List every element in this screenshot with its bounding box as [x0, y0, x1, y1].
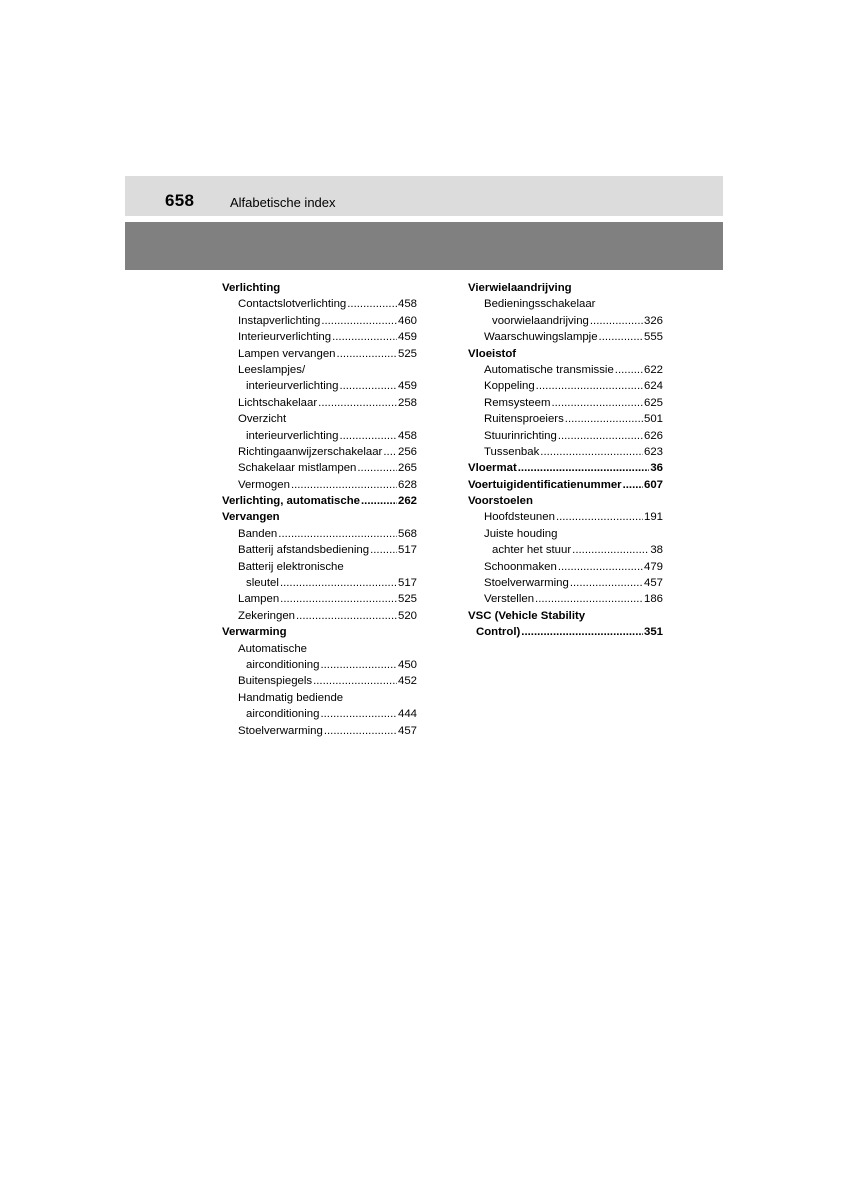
index-entry-page: 326: [643, 314, 663, 327]
index-entry: [222, 346, 417, 362]
index-entry: [222, 575, 417, 591]
index-entry: [468, 329, 663, 345]
dot-leader: [590, 313, 643, 329]
dot-leader: [599, 329, 643, 345]
index-entry-page: 624: [643, 380, 663, 393]
dot-leader: [535, 591, 643, 607]
index-entry-text: Overzicht: [238, 413, 287, 426]
index-entry-text: interieurverlichting: [246, 429, 339, 442]
dot-leader: [280, 591, 397, 607]
index-entry-text: Schoonmaken: [484, 560, 557, 573]
index-entry: [222, 460, 417, 476]
index-entry-text: Verlichting: [222, 282, 281, 294]
index-entry-text: Remsysteem: [484, 396, 551, 409]
dot-leader: [370, 542, 397, 558]
index-entry-text: Stoelverwarming: [484, 577, 569, 590]
index-entry-text: Lichtschakelaar: [238, 396, 318, 409]
dot-leader: [551, 395, 643, 411]
dot-leader: [556, 509, 643, 525]
index-entry-page: 517: [397, 544, 417, 557]
dot-leader: [347, 296, 397, 312]
dot-leader: [558, 559, 643, 575]
index-entry-page: 625: [643, 396, 663, 409]
index-entry-text: Buitenspiegels: [238, 675, 313, 688]
index-entry-text: Juiste houding: [484, 527, 558, 540]
index-entry-text: Verlichting, automatische: [222, 495, 360, 508]
index-entry-page: 444: [397, 708, 417, 721]
page-number: 658: [165, 191, 195, 210]
dot-leader: [570, 575, 643, 591]
index-entry-page: 450: [397, 658, 417, 671]
index-entry-text: Automatische transmissie: [484, 363, 614, 376]
index-entry-text: Waarschuwingslampje: [484, 331, 598, 344]
index-entry-text: voorwielaandrijving: [492, 314, 589, 327]
dot-leader: [615, 362, 643, 378]
index-entry-text: Batterij elektronische: [238, 560, 344, 573]
index-entry: [468, 313, 663, 329]
index-entry: [468, 575, 663, 591]
index-entry: [222, 395, 417, 411]
index-entry: [222, 296, 417, 312]
dot-leader: [623, 477, 643, 493]
index-entry-text: airconditioning: [246, 708, 320, 721]
index-entry: [222, 542, 417, 558]
index-entry-text: Koppeling: [484, 380, 535, 393]
index-entry-text: VSC (Vehicle Stability: [468, 609, 586, 622]
index-entry-page: 458: [397, 429, 417, 442]
index-entry-page: 457: [643, 577, 663, 590]
dot-leader: [540, 444, 643, 460]
index-entry-page: 351: [643, 626, 663, 639]
index-entry-text: Vloermat: [468, 462, 517, 475]
index-entry: [222, 428, 417, 444]
dot-leader: [558, 428, 643, 444]
index-entry-page: 525: [397, 347, 417, 360]
index-entry-page: 457: [397, 724, 417, 737]
dot-leader: [313, 673, 397, 689]
index-entry: [468, 559, 663, 575]
index-entry-text: Vervangen: [222, 511, 280, 524]
index-entry: [222, 444, 417, 460]
index-entry-text: Vierwielaandrijving: [468, 282, 572, 294]
index-entry: [222, 526, 417, 542]
dot-leader: [291, 477, 397, 493]
dot-leader: [337, 346, 397, 362]
index-entry: [222, 690, 417, 706]
dot-leader: [357, 460, 397, 476]
index-entry: [468, 460, 663, 476]
dot-leader: [324, 723, 397, 739]
dot-leader: [521, 624, 643, 640]
index-entry: [468, 395, 663, 411]
index-entry-text: Vloeistof: [468, 347, 517, 360]
index-entry-page: 186: [643, 593, 663, 606]
dot-leader: [361, 493, 397, 509]
index-entry: [468, 608, 663, 624]
index-entry-page: 607: [643, 478, 663, 491]
index-entry: [468, 411, 663, 427]
index-entry-page: 623: [643, 445, 663, 458]
index-entry: [468, 542, 663, 558]
index-entry-text: achter het stuur: [492, 544, 572, 557]
index-entry-page: 452: [397, 675, 417, 688]
index-column-right: [468, 280, 663, 641]
index-entry: [468, 428, 663, 444]
index-entry-page: 525: [397, 593, 417, 606]
index-entry-text: Hoofdsteunen: [484, 511, 555, 524]
dot-leader: [536, 378, 643, 394]
dot-leader: [318, 395, 397, 411]
index-entry-text: Richtingaanwijzerschakelaar: [238, 445, 383, 458]
index-entry-text: Stoelverwarming: [238, 724, 323, 737]
index-entry-text: Leeslampjes/: [238, 363, 306, 376]
index-entry-text: Batterij afstandsbediening: [238, 544, 370, 557]
index-entry-text: Lampen: [238, 593, 280, 606]
index-entry-text: Bedieningsschakelaar: [484, 298, 596, 311]
index-entry: [222, 723, 417, 739]
index-entry: [468, 477, 663, 493]
index-entry: [468, 362, 663, 378]
index-entry-text: Voertuigidentificatienummer: [468, 478, 622, 491]
index-entry-page: 262: [397, 495, 417, 508]
index-entry-text: Instapverlichting: [238, 314, 321, 327]
index-entry-page: 622: [643, 363, 663, 376]
index-column-left: [222, 280, 417, 739]
index-entry-text: Stuurinrichting: [484, 429, 557, 442]
dot-leader: [320, 706, 397, 722]
index-entry: [222, 706, 417, 722]
index-entry-text: Handmatig bediende: [238, 691, 344, 704]
index-entry-page: 191: [643, 511, 663, 524]
index-entry: [222, 313, 417, 329]
index-entry-text: Zekeringen: [238, 609, 295, 622]
index-entry-text: sleutel: [246, 577, 279, 590]
index-entry-page: 628: [397, 478, 417, 491]
index-entry-text: interieurverlichting: [246, 380, 339, 393]
dot-leader: [565, 411, 643, 427]
index-entry-page: 459: [397, 331, 417, 344]
dot-leader: [320, 657, 397, 673]
index-entry: [468, 444, 663, 460]
index-entry: [222, 411, 417, 427]
index-entry: [222, 329, 417, 345]
index-entry-text: Contactslotverlichting: [238, 298, 347, 311]
index-entry-text: Automatische: [238, 642, 308, 655]
index-entry-page: 520: [397, 609, 417, 622]
index-entry-page: 626: [643, 429, 663, 442]
index-entry-text: Lampen vervangen: [238, 347, 336, 360]
dot-leader: [296, 608, 397, 624]
index-entry: [222, 641, 417, 657]
index-entry-text: airconditioning: [246, 658, 320, 671]
index-entry-page: 38: [650, 544, 663, 557]
dot-leader: [383, 444, 397, 460]
header-bar: [125, 176, 723, 216]
index-entry: [468, 280, 663, 296]
dot-leader: [332, 329, 397, 345]
index-entry-page: 458: [397, 298, 417, 311]
index-entry: [222, 673, 417, 689]
dot-leader: [339, 378, 397, 394]
index-entry-text: Verwarming: [222, 626, 287, 639]
index-entry: [468, 493, 663, 509]
index-entry: [222, 477, 417, 493]
index-entry-text: Schakelaar mistlampen: [238, 462, 357, 475]
index-entry: [468, 591, 663, 607]
dot-leader: [339, 428, 397, 444]
index-entry: [468, 346, 663, 362]
index-entry: [222, 378, 417, 394]
section-title: Alfabetische index: [230, 195, 336, 210]
index-entry: [468, 526, 663, 542]
index-entry-text: Banden: [238, 527, 278, 540]
index-entry: [222, 362, 417, 378]
index-entry-page: 501: [643, 413, 663, 426]
index-entry: [222, 624, 417, 640]
index-entry: [222, 280, 417, 296]
index-entry: [222, 657, 417, 673]
header-dark-band: [125, 222, 723, 270]
dot-leader: [572, 542, 649, 558]
dot-leader: [280, 575, 397, 591]
index-entry: [468, 509, 663, 525]
index-entry-page: 568: [397, 527, 417, 540]
dot-leader: [321, 313, 397, 329]
index-entry: [222, 591, 417, 607]
index-entry-page: 256: [397, 445, 417, 458]
index-entry: [468, 378, 663, 394]
index-entry-text: Control): [476, 626, 521, 639]
index-entry-page: 460: [397, 314, 417, 327]
index-entry-text: Verstellen: [484, 593, 535, 606]
index-entry-page: 36: [650, 462, 663, 475]
index-entry: [468, 296, 663, 312]
index-entry-page: 258: [397, 396, 417, 409]
index-entry: [222, 509, 417, 525]
index-entry: [222, 559, 417, 575]
index-entry-page: 459: [397, 380, 417, 393]
index-entry: [468, 624, 663, 640]
index-entry-text: Vermogen: [238, 478, 290, 491]
index-entry-text: Ruitensproeiers: [484, 413, 564, 426]
index-entry-text: Voorstoelen: [468, 495, 533, 508]
index-entry-text: Tussenbak: [484, 445, 540, 458]
dot-leader: [278, 526, 397, 542]
index-entry: [222, 608, 417, 624]
index-entry-page: 517: [397, 577, 417, 590]
index-entry-text: Interieurverlichting: [238, 331, 332, 344]
index-entry-page: 555: [643, 331, 663, 344]
dot-leader: [518, 460, 650, 476]
index-entry-page: 265: [397, 462, 417, 475]
index-entry-page: 479: [643, 560, 663, 573]
index-entry: [222, 493, 417, 509]
